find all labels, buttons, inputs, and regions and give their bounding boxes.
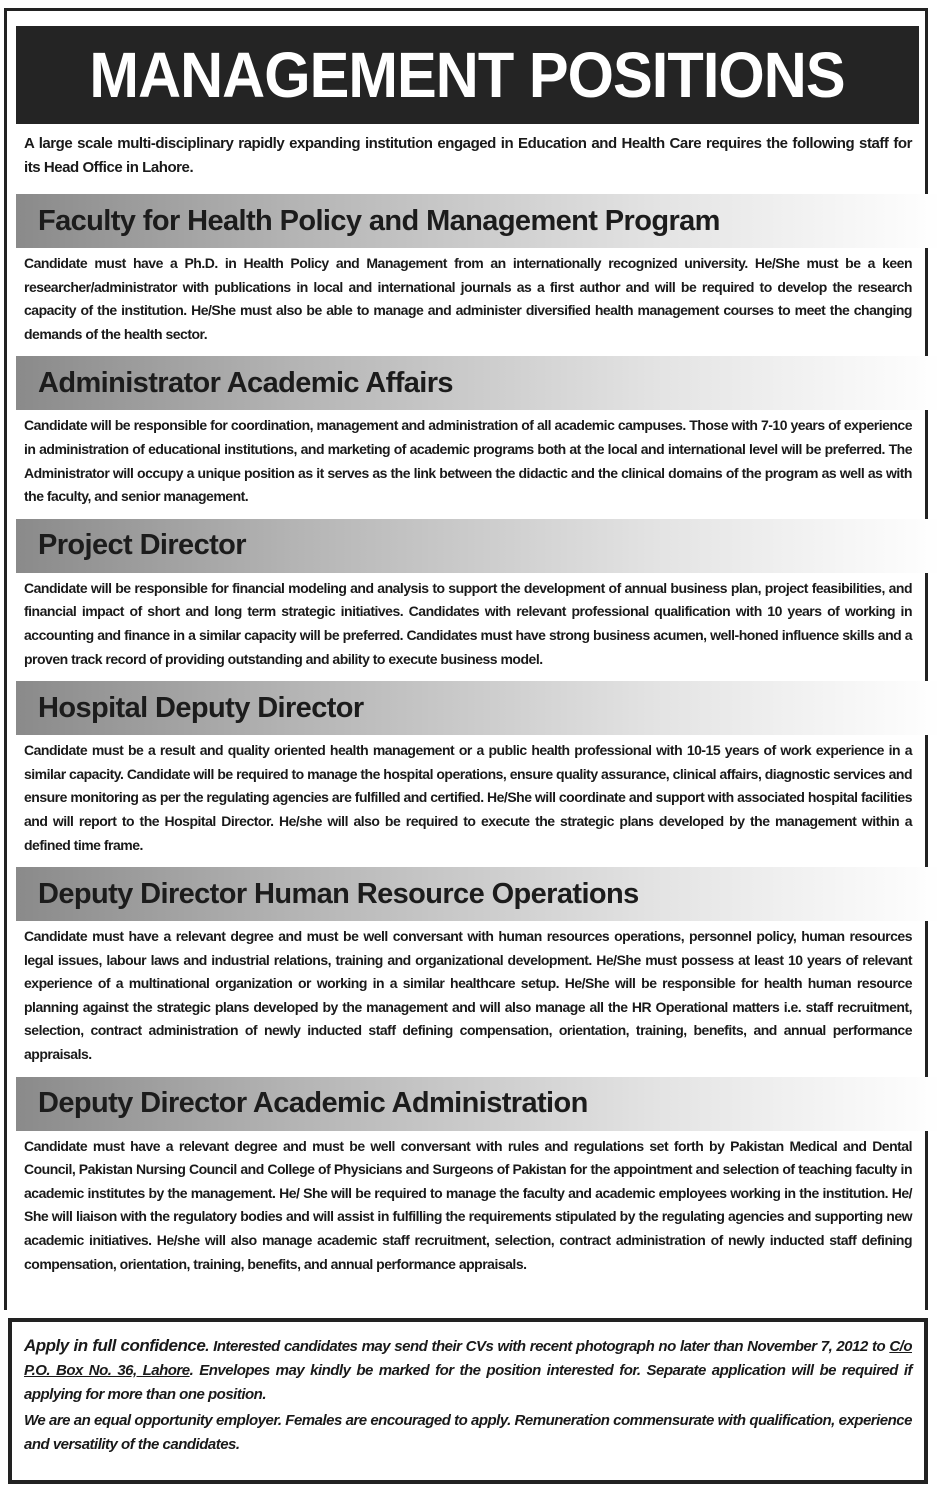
section-heading: Administrator Academic Affairs bbox=[38, 366, 453, 399]
section-heading-bar bbox=[16, 356, 937, 410]
section-heading-bar bbox=[16, 867, 937, 921]
apply-text: . Interested candidates may send their CVs with recent photograph no later than November 7, 2012 to bbox=[205, 1338, 890, 1355]
section-body: Candidate must have a Ph.D. in Health Policy and Management from an internationally recognized university. He/She must be a keen researcher/administrator with publications in local and international journals as a first author and will be required to develop the research capacity of the institution. He/She must also be able to manage and administer diversified health management courses to meet the changing demands of the health sector. bbox=[24, 255, 912, 342]
section-heading-bar bbox=[16, 519, 937, 573]
section-heading: Deputy Director Academic Administration bbox=[38, 1087, 588, 1120]
section-body: Candidate must be a result and quality oriented health management or a public health professional with 10-15 years of work experience in a similar capacity. Candidate will be required to manage the hospital operations, ensure quality assurance, clinical affairs, diagnostic services and ensure monitoring as per the regulating agencies are fulfilled and certified. He/She will coordinate and support with associated hospital facilities and will report to the Hospital Director. He/she will also be required to execute the strategic plans developed by the management within a defined time frame. bbox=[24, 742, 912, 853]
title-banner bbox=[16, 26, 919, 124]
section-body: Candidate must have a relevant degree and must be well conversant with human resources operations, personnel policy, human resources legal issues, labour laws and industrial relations, training and organizational development. He/She must possess at least 10 years of relevant experience of a multinational organization or working in a similar healthcare setup. He/She will be responsible for health human resource planning against the strategic plans developed by the management and will also manage all the HR Operational matters i.e. staff recruitment, selection, contract administration of newly inducted staff defining compensation, orientation, training, benefits, and annual performance appraisals. bbox=[24, 928, 912, 1063]
intro-text: A large scale multi-disciplinary rapidly expanding institution engaged in Education and Health Care requires the following staff for its Head Office in Lahore. bbox=[24, 135, 912, 176]
equal-opportunity-statement: We are an equal opportunity employer. Females are encouraged to apply. Remuneration commensurate with qualification, experience and versatility of the candidates. bbox=[24, 1412, 912, 1453]
position-section bbox=[24, 1077, 912, 1277]
apply-text-2: . Envelopes may kindly be marked for the position interested for. Separate application will be required if applying for more than one position. bbox=[24, 1362, 913, 1403]
position-section bbox=[24, 867, 912, 1067]
section-heading: Faculty for Health Policy and Management Program bbox=[38, 204, 720, 237]
section-heading-bar bbox=[16, 681, 937, 735]
position-section bbox=[24, 356, 912, 508]
position-section bbox=[24, 681, 912, 857]
section-heading: Hospital Deputy Director bbox=[38, 691, 364, 724]
main-content bbox=[24, 132, 912, 1286]
position-section bbox=[24, 194, 912, 346]
position-section bbox=[24, 519, 912, 671]
apply-lead: Apply in full confidence bbox=[24, 1336, 206, 1355]
section-body: Candidate will be responsible for financial modeling and analysis to support the development of annual business plan, project feasibilities, and financial impact of short and long term strategic initiatives. Candidates with relevant professional qualification with 10 years of working in accounting and finance in a similar capacity will be preferred. Candidates must have strong business acumen, well-honed influence skills and a proven track record of providing outstanding and ability to execute business model. bbox=[24, 579, 912, 667]
section-heading: Deputy Director Human Resource Operations bbox=[38, 877, 639, 910]
section-body: Candidate will be responsible for coordination, management and administration of all academic campuses. Those with 7-10 years of experience in administration of educational institutions, and marketing of academic programs both at the local and international level will be preferred. The Administrator will occupy a unique position as it serves as the link between the didactic and the clinical domains of the program as well as with the faculty, and senior management. bbox=[24, 417, 912, 505]
section-body: Candidate must have a relevant degree and must be well conversant with rules and regulations set forth by Pakistan Medical and Dental Council, Pakistan Nursing Council and College of Physicians and Surgeons of Pakistan for the appointment and selection of teaching faculty in academic institutes by the management. He/ She will be required to manage the faculty and academic employees working in the institution. He/ She will liaison with the regulatory bodies and will assist in fulfilling the requirements stipulated by the regulating agencies and supporting new academic initiatives. He/she will also manage academic staff recruitment, selection, contract administration of newly inducted staff defining compensation, orientation, training, benefits, and annual performance appraisals. bbox=[24, 1137, 912, 1272]
section-heading-bar bbox=[16, 1077, 937, 1131]
section-heading: Project Director bbox=[38, 529, 246, 562]
page-title: MANAGEMENT POSITIONS bbox=[89, 39, 846, 111]
section-heading-bar bbox=[16, 194, 937, 248]
application-box bbox=[8, 1318, 928, 1484]
application-instructions bbox=[24, 1334, 912, 1407]
postal-address: C/o P.O. Box No. 36, Lahore bbox=[24, 1338, 912, 1379]
